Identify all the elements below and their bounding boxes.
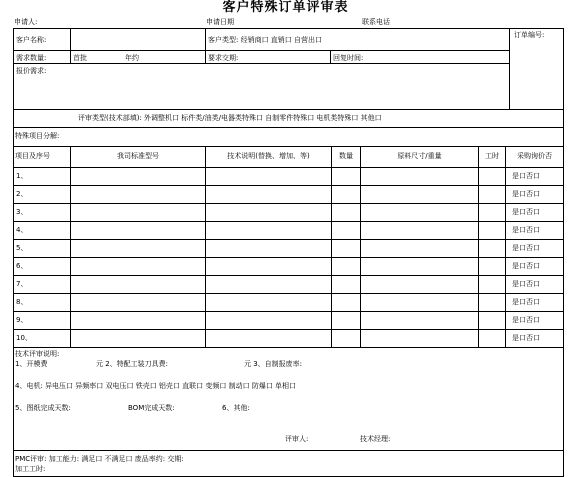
purchase-yes-no[interactable]: 是口否口 [512, 280, 540, 288]
item-analysis-label: 特殊项目分解: [15, 132, 60, 140]
col-header-purchase: 采购询价否 [517, 152, 552, 160]
tooling-fee-label: 元 2、特配工装刀具费: [96, 360, 169, 368]
rule [13, 203, 564, 204]
rule [13, 167, 564, 168]
apply-date-label: 申请日期 [206, 18, 234, 26]
row-index: 10、 [16, 334, 32, 342]
rule [205, 28, 206, 64]
row-index: 8、 [16, 298, 28, 306]
rule [13, 109, 564, 110]
scrap-rate-label: 元 3、自制报废率: [244, 360, 303, 368]
rule [13, 221, 564, 222]
applicant-label: 申请人: [14, 18, 38, 26]
customer-name-label: 客户名称: [16, 36, 47, 44]
rule [505, 146, 506, 348]
border-top [13, 28, 564, 29]
purchase-yes-no[interactable]: 是口否口 [512, 172, 540, 180]
motor-options: 4、电机: 异电压口 异频率口 双电压口 铁壳口 铝壳口 直联口 变频口 制动口 防爆口 单相口 [15, 382, 297, 390]
rule [331, 146, 332, 348]
purchase-yes-no[interactable]: 是口否口 [512, 208, 540, 216]
rule [13, 329, 564, 330]
row-index: 9、 [16, 316, 28, 324]
delivery-req-label: 要求交期: [208, 54, 239, 62]
col-header-qty: 数量 [339, 152, 353, 160]
rule [13, 63, 509, 64]
rule [478, 146, 479, 348]
bom-days-label: BOM完成天数: [128, 404, 175, 412]
form-title: 客户特殊订单评审表 [222, 0, 349, 15]
col-header-tech: 技术说明(替换、增加、等) [227, 152, 310, 160]
mold-fee-label: 1、开模费 [15, 360, 48, 368]
purchase-yes-no[interactable]: 是口否口 [512, 334, 540, 342]
col-header-item: 项目及序号 [15, 152, 50, 160]
processing-hours-label: 加工工时: [15, 465, 46, 473]
first-batch-label: 首批 [73, 54, 87, 62]
tech-review-heading: 技术评审说明: [15, 350, 60, 358]
order-no-label: 订单编号: [514, 31, 545, 39]
purchase-yes-no[interactable]: 是口否口 [512, 262, 540, 270]
pmc-review-line: PMC评审: 加工能力: 满足口 不满足口 废品率约: 交期: [15, 455, 184, 463]
col-header-model: 我司标准型号 [117, 152, 159, 160]
contact-phone-label: 联系电话 [362, 18, 390, 26]
annual-label: 年约 [125, 54, 139, 62]
rule [509, 28, 510, 110]
customer-type-label: 客户类型: 经销商口 直销口 自营出口 [208, 36, 323, 44]
row-index: 6、 [16, 262, 28, 270]
rule [70, 146, 71, 348]
col-header-hours: 工时 [485, 152, 499, 160]
purchase-yes-no[interactable]: 是口否口 [512, 316, 540, 324]
reply-time-label: 回复时间: [333, 54, 364, 62]
rule [70, 28, 71, 64]
rule [13, 347, 564, 348]
rule [13, 293, 564, 294]
row-index: 4、 [16, 226, 28, 234]
rule [360, 146, 361, 348]
rule [13, 311, 564, 312]
row-index: 2、 [16, 190, 28, 198]
rule [13, 275, 564, 276]
rule [13, 185, 564, 186]
rule [330, 50, 331, 64]
purchase-yes-no[interactable]: 是口否口 [512, 244, 540, 252]
tech-supervisor-label: 技术经理: [360, 435, 391, 443]
purchase-yes-no[interactable]: 是口否口 [512, 226, 540, 234]
rule [13, 146, 564, 147]
border-right [563, 28, 564, 477]
rule [13, 50, 509, 51]
col-header-material: 原料尺寸/重量 [397, 152, 442, 160]
row-index: 1、 [16, 172, 28, 180]
purchase-yes-no[interactable]: 是口否口 [512, 298, 540, 306]
row-index: 3、 [16, 208, 28, 216]
rule [13, 257, 564, 258]
demand-qty-label: 需求数量: [16, 54, 47, 62]
other-label: 6、其他: [222, 404, 250, 412]
row-index: 5、 [16, 244, 28, 252]
purchase-yes-no[interactable]: 是口否口 [512, 190, 540, 198]
border-left [13, 28, 14, 477]
review-type-label: 评审类型(技术部填): 外调整机口 标件类/油类/电器类特殊口 自制零件特殊口 电机类特殊口 其他口 [78, 114, 382, 122]
rule [13, 127, 564, 128]
quote-req-label: 报价需求: [16, 67, 47, 75]
row-index: 7、 [16, 280, 28, 288]
rule [205, 146, 206, 348]
rule [13, 450, 564, 451]
rule [13, 239, 564, 240]
reviewer-label: 评审人: [285, 435, 309, 443]
drawing-days-label: 5、图纸完成天数: [15, 404, 71, 412]
